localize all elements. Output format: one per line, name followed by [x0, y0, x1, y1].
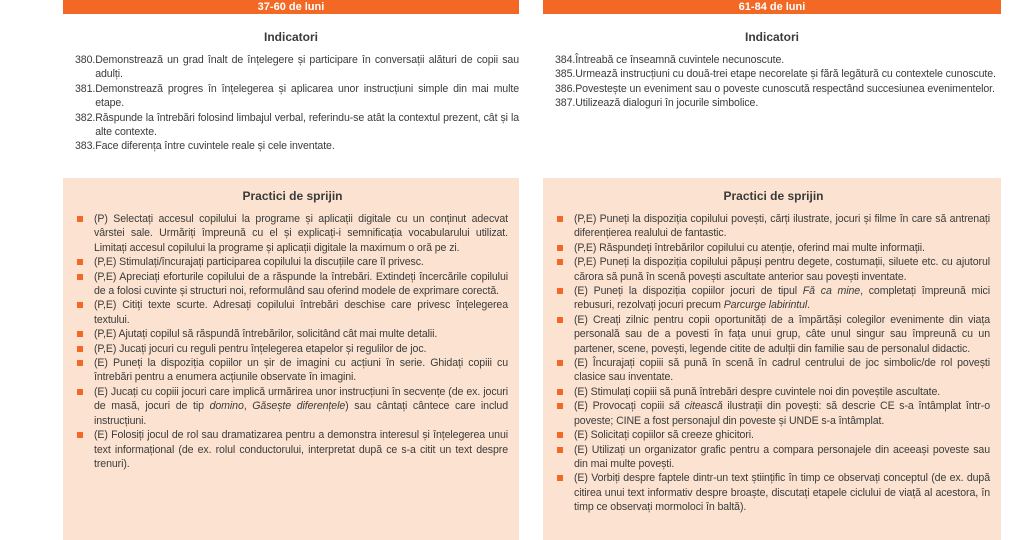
practice-item [557, 385, 990, 399]
indicators-list [63, 53, 519, 154]
practice-item [557, 241, 990, 255]
practice-text: (E) Folosiți jocul de rol sau dramatizarea pentru a demonstra interesul și înțelegerea unui text informațional (de ex. rolul conductorului, interpretat după ce s-a citit un text despre trenuri). [94, 429, 508, 470]
column-37-60-luni [63, 0, 519, 540]
bullet-square-icon [557, 288, 563, 294]
bullet-square-icon [77, 432, 83, 438]
indicator-item [63, 53, 519, 82]
practice-text: (P,E) Ajutați copilul să răspundă întrebărilor, solicitând cât mai multe detalii. [94, 328, 438, 341]
indicator-text: Demonstrează un grad înalt de înțelegere și participare în conversații alături de copii sau adulți. [95, 54, 519, 81]
indicator-number: 383. [75, 140, 96, 153]
bullet-square-icon [557, 245, 563, 251]
practice-text: (P,E) Jucați jocuri cu reguli pentru înțelegerea etapelor și regulilor de joc. [94, 342, 427, 355]
practice-text: (P,E) Stimulați/încurajați participarea copilului la discuțiile care îl privesc. [94, 256, 424, 269]
bullet-square-icon [557, 432, 563, 438]
bullet-square-icon [77, 389, 83, 395]
practices-title: Practici de sprijin [723, 189, 824, 203]
practice-text: (E) Provocați copiii să citească ilustrații din povești: să descrie CE s-a întâmplat într-o poveste; CINE a fost personajul din poveste și UNDE s-a întâmplat. [574, 400, 990, 427]
practice-text: (E) Solicitați copiilor să creeze ghicitori. [574, 429, 754, 442]
indicator-item [63, 139, 519, 153]
practices-panel [543, 178, 1001, 540]
practice-text: (E) Vorbiți despre faptele dintr-un text științific în timp ce observați conceptul (de ex. după citirea unui text informativ despre broaște, discutați etapele ciclului de viață al acestora, în timp ce observați mormoloci în baltă). [574, 472, 990, 514]
indicator-item [543, 82, 1001, 96]
practice-item [557, 255, 990, 284]
practice-text: (P) Selectați accesul copilului la programe și aplicații digitale cu un conținut adecvat vârstei sale. Urmăriți împreună cu el și explicați-i semnificația vocabularului utilizat. Limitați accesul copilului la programe și aplicații digitale la maximum o oră pe zi. [94, 213, 508, 254]
practice-text: (P,E) Puneți la dispoziția copilului povești, cărți ilustrate, jocuri și filme în care să antrenați diferențierea realului de fantastic. [574, 213, 990, 240]
indicator-number: 387. [555, 97, 576, 110]
age-band-header: 61-84 de luni [543, 0, 1001, 14]
indicator-text: Răspunde la întrebări folosind limbajul verbal, referindu-se atât la contextul prezent, cât și la alte contexte. [95, 111, 519, 139]
practice-text: (E) Creați zilnic pentru copii oportunități de a împărtăși colegilor evenimente din viața personală sau de a povesti în fața unui grup, câte unul singur sau împreună cu un partener, scene, povești, legende citite de adulții din familie sau de personalul didactic. [574, 313, 990, 355]
indicators-list [543, 53, 1001, 111]
age-band-header: 37-60 de luni [63, 0, 519, 14]
practice-item [77, 428, 508, 471]
indicator-number: 381. [75, 82, 96, 95]
practice-text: (P,E) Citiți texte scurte. Adresați copilului întrebări deschise care privesc înțelegerea textului. [94, 299, 508, 326]
practice-item [77, 212, 508, 255]
practice-item [77, 255, 508, 269]
indicator-number: 386. [555, 82, 576, 95]
practice-text: (E) Încurajați copiii să pună în scenă în cadrul centrului de joc simbolic/de rol povești clasice sau inventate. [574, 357, 990, 384]
practice-item [557, 356, 990, 385]
indicator-text: Urmează instrucțiuni cu două-trei etape necorelate și fără legătură cu contextele cunoscute. [575, 68, 996, 81]
bullet-square-icon [557, 360, 563, 366]
indicator-text: Întreabă ce înseamnă cuvintele necunoscute. [575, 54, 785, 66]
bullet-square-icon [557, 475, 563, 481]
indicator-number: 382. [75, 111, 96, 124]
practices-list [557, 212, 990, 515]
bullet-square-icon [77, 360, 83, 366]
practice-item [77, 356, 508, 385]
bullet-square-icon [557, 389, 563, 395]
bullet-square-icon [77, 331, 83, 337]
practice-text: (E) Puneți la dispoziția copiilor un șir de imagini cu acțiuni în serie. Ghidați copiii cu întrebări pentru a enumera acțiunile observate în imagini. [94, 357, 508, 384]
bullet-square-icon [557, 403, 563, 409]
indicator-item [543, 53, 1001, 67]
indicator-text: Utilizează dialoguri în jocurile simbolice. [575, 97, 759, 110]
practices-title: Practici de sprijin [242, 189, 343, 203]
practice-text: (P,E) Apreciați eforturile copilului de a răspunde la întrebări. Extindeți încercările copilului de a folosi cuvinte și structuri noi, reformulând sau oferind modele de exprimare corectă. [94, 270, 508, 298]
practice-item [557, 284, 990, 313]
practices-list [77, 212, 508, 471]
indicator-number: 385. [555, 68, 576, 81]
practice-text: (E) Puneți la dispoziția copiilor jocuri de tipul Fă ca mine, completați împreună mici rebusuri, rezolvați jocuri precum Parcurge labirintul. [574, 285, 990, 312]
practice-item [557, 471, 990, 514]
practice-item [557, 428, 990, 442]
indicator-item [63, 111, 519, 140]
bullet-square-icon [557, 447, 563, 453]
practice-text: (P,E) Puneți la dispoziția copilului păpuși pentru degete, costumații, siluete etc. cu ajutorul cărora să pună în scenă povești ascultate anterior sau povești inventate. [574, 256, 990, 283]
practice-item [557, 443, 990, 472]
indicator-text: Povestește un eveniment sau o poveste cunoscută respectând succesiunea evenimentelor. [575, 82, 995, 95]
practice-item [77, 298, 508, 327]
practice-text: (E) Utilizați un organizator grafic pentru a compara personajele din aceeași poveste sau din mai multe povești. [574, 443, 990, 470]
indicator-number: 384. [555, 54, 576, 66]
practice-item [557, 212, 990, 241]
practices-panel [63, 178, 519, 540]
indicator-item [543, 67, 1001, 81]
practice-item [557, 313, 990, 356]
bullet-square-icon [557, 259, 563, 265]
indicator-text: Face diferența între cuvintele reale și cele inventate. [95, 140, 335, 153]
bullet-square-icon [77, 274, 83, 280]
practice-item [557, 399, 990, 428]
bullet-square-icon [557, 216, 563, 222]
indicator-item [63, 82, 519, 111]
indicator-item [543, 96, 1001, 110]
bullet-square-icon [557, 317, 563, 323]
bullet-square-icon [77, 259, 83, 265]
practice-item [77, 327, 508, 341]
bullet-square-icon [77, 346, 83, 352]
practice-item [77, 342, 508, 356]
indicators-title: Indicatori [263, 30, 318, 44]
practice-text: (P,E) Răspundeți întrebărilor copilului cu atenție, oferind mai multe informații. [574, 241, 925, 254]
practice-item [77, 385, 508, 428]
practice-text: (E) Stimulați copiii să pună întrebări despre cuvintele noi din poveștile ascultate. [574, 385, 941, 398]
column-61-84-luni [543, 0, 1001, 540]
indicator-number: 380. [75, 54, 96, 66]
practice-text: (E) Jucați cu copiii jocuri care implică urmărirea unor instrucțiuni în secvențe (de ex. jocuri de masă, jocuri de tip domino, Găsește diferențele) sau cântați cântece care includ instrucțiuni. [94, 385, 509, 427]
bullet-square-icon [77, 302, 83, 308]
indicator-text: Demonstrează progres în înțelegerea și aplicarea unor instrucțiuni simple din mai multe etape. [95, 82, 519, 110]
bullet-square-icon [77, 216, 83, 222]
indicators-title: Indicatori [744, 30, 799, 44]
practice-item [77, 270, 508, 299]
